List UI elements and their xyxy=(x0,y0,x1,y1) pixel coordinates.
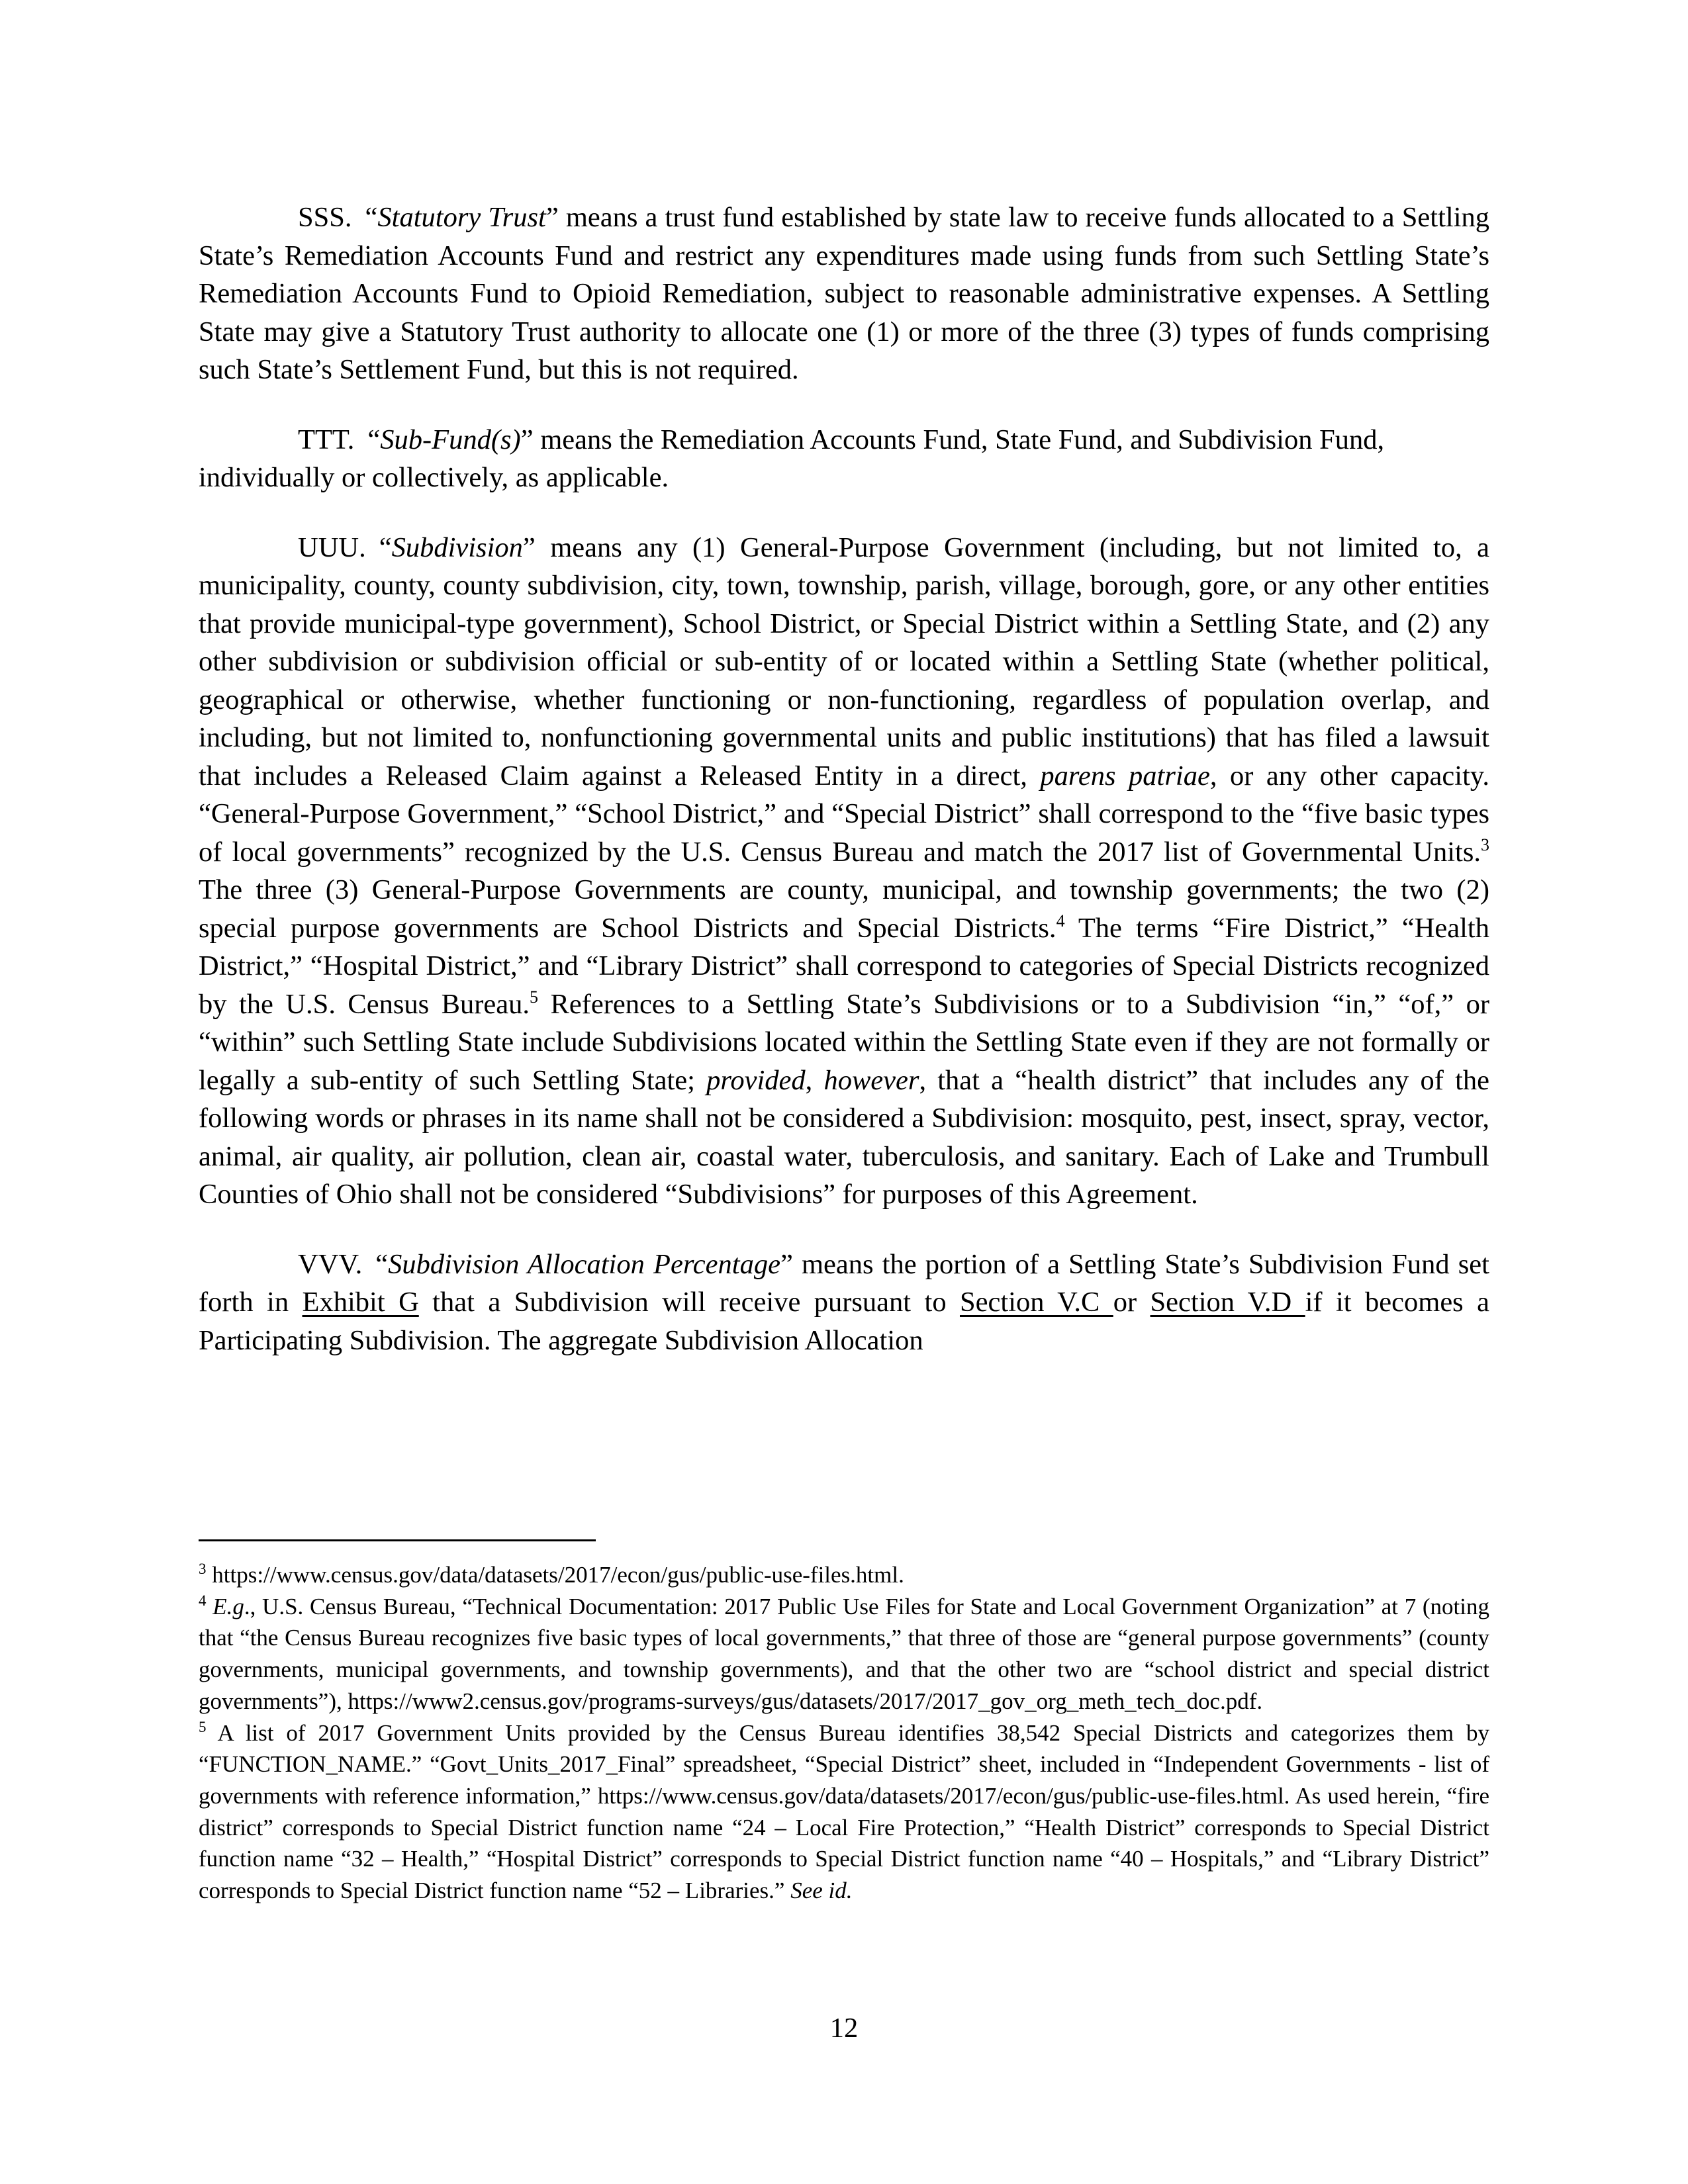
document-body xyxy=(199,199,1489,1391)
definition-vvv xyxy=(199,1246,1489,1360)
definition-number: SSS. xyxy=(298,202,352,233)
footnote-ref-4[interactable]: 4 xyxy=(1056,911,1065,931)
definition-text: The three (3) General-Purpose Governments are county, municipal, and township governments; the two (2) special purpose governments are School Districts and Special Districts. xyxy=(199,874,1489,944)
footnote-5 xyxy=(199,1717,1489,1907)
definition-text: that a Subdivision will receive pursuant to xyxy=(418,1287,960,1318)
open-quote: “ xyxy=(379,531,392,563)
definition-text: ” means a trust fund established by state law to receive funds allocated to a Settling State’s Remediation Accounts Fund and restrict any expenditures made using funds from such Settling State’s Remediation Accounts Fund to Opioid Remediation, subject to reasonable administrative expenses. A Settling State may give a Statutory Trust authority to allocate one (1) or more of the three (3) types of funds comprising such State’s Settlement Fund, but this is not required. xyxy=(199,202,1489,385)
open-quote: “ xyxy=(375,1248,389,1280)
italic-phrase: provided xyxy=(706,1064,806,1096)
footnote-number: 4 xyxy=(199,1592,207,1609)
definition-number: UUU. xyxy=(298,531,366,563)
definition-text: ” means the portion of a Settling State’s Subdivision Fund set forth in xyxy=(199,1248,1489,1318)
section-vd-link[interactable]: Section V.D xyxy=(1150,1287,1305,1318)
defined-term: Statutory Trust xyxy=(377,202,546,233)
italic-phrase: parens patriae xyxy=(1040,760,1210,792)
definition-number: VVV. xyxy=(298,1248,363,1280)
exhibit-g-link[interactable]: Exhibit G xyxy=(302,1287,419,1318)
definition-text: or xyxy=(1113,1287,1150,1318)
footnote-3 xyxy=(199,1559,1489,1591)
footnote-text: ., U.S. Census Bureau, “Technical Documentation: 2017 Public Use Files for State and Local Government Organization” at 7 (noting that “the Census Bureau recognizes five basic types of local governments,” that three of those are “general purpose governments” (county governments, municipal governments, and township governments), and that the other two are “school district and special district governments”), https://www2.census.gov/programs-surveys/gus/datasets/2017/2017_gov_org_meth_tech_doc.pdf. xyxy=(199,1593,1490,1714)
defined-term: Sub-Fund(s) xyxy=(380,424,521,455)
definition-text: ” means any (1) General-Purpose Government (including, but not limited to, a municipality, county, county subdivision, city, town, township, parish, village, borough, gore, or any other entities that provide municipal-type government), School District, or Special District within a Settling State, and (2) any other subdivision or subdivision official or sub-entity of or located within a Settling State (whether political, geographical or otherwise, whether functioning or non-functioning, regardless of population overlap, and including, but not limited to, nonfunctioning governmental units and public institutions) that has filed a lawsuit that includes a Released Claim against a Released Entity in a direct, xyxy=(199,531,1489,792)
footnote-text: A list of 2017 Government Units provided by the Census Bureau identifies 38,542 Special Districts and categorizes them by “FUNCTION_NAME.” “Govt_Units_2017_Final” spreadsheet, “Special District” sheet, included in “Independent Governments - list of governments with reference information,” https://www.census.gov/data/datasets/2017/econ/gus/public-use-files.html. As used herein, “fire district” corresponds to Special District function name “24 – Local Fire Protection,” “Health District” corresponds to Special District function name “32 – Health,” “Hospital District” corresponds to Special District function name “40 – Hospitals,” and “Library District” corresponds to Special District function name “52 – Libraries.” xyxy=(199,1719,1489,1904)
definition-text: , that a “health district” that includes any of the following words or phrases in its name shall not be considered a Subdivision: mosquito, pest, insect, spray, vector, animal, air quality, air pollution, clean air, coastal water, tuberculosis, and sanitary. Each of Lake and Trumbull Counties of Ohio shall not be considered “Subdivisions” for purposes of this Agreement. xyxy=(199,1064,1489,1210)
definition-ttt xyxy=(199,421,1489,497)
footnote-citation: See id. xyxy=(790,1878,853,1904)
definition-text: , xyxy=(805,1064,824,1096)
open-quote: “ xyxy=(367,424,381,455)
page-number: 12 xyxy=(829,2013,859,2044)
footnote-ref-3[interactable]: 3 xyxy=(1481,835,1489,854)
footnote-number: 5 xyxy=(199,1718,207,1735)
italic-phrase: however xyxy=(823,1064,919,1096)
footnote-signal: E.g xyxy=(212,1593,244,1619)
defined-term: Subdivision xyxy=(391,531,523,563)
definition-text: ” means the Remediation Accounts Fund, State Fund, and Subdivision Fund, individually or collectively, as applicable. xyxy=(199,424,1385,493)
definition-uuu xyxy=(199,529,1489,1214)
footnote-separator xyxy=(199,1539,596,1541)
definition-text: References to a Settling State’s Subdivisions or to a Subdivision “in,” “of,” or “within” such Settling State include Subdivisions located within the Settling State even if they are not formally or legally a sub-entity of such Settling State; xyxy=(199,988,1489,1096)
footnote-number: 3 xyxy=(199,1561,207,1577)
open-quote: “ xyxy=(365,202,378,233)
footnote-ref-5[interactable]: 5 xyxy=(530,987,539,1007)
definition-text: The terms “Fire District,” “Health District,” “Hospital District,” and “Library District” shall correspond to categories of Special Districts recognized by the U.S. Census Bureau. xyxy=(199,912,1489,1020)
footnote-text: https://www.census.gov/data/datasets/2017/econ/gus/public-use-files.html. xyxy=(206,1562,904,1588)
definition-sss xyxy=(199,199,1489,389)
footnote-4 xyxy=(199,1591,1489,1717)
definition-text: , or any other capacity. “General-Purpose Government,” “School District,” and “Special District” shall correspond to the “five basic types of local governments” recognized by the U.S. Census Bureau and match the 2017 list of Governmental Units. xyxy=(199,760,1490,868)
definition-text: if it becomes a Participating Subdivision. The aggregate Subdivision Allocation xyxy=(199,1287,1489,1356)
footnotes xyxy=(199,1559,1489,1907)
defined-term: Subdivision Allocation Percentage xyxy=(388,1248,780,1280)
section-vc-link[interactable]: Section V.C xyxy=(959,1287,1113,1318)
definition-number: TTT. xyxy=(298,424,355,455)
